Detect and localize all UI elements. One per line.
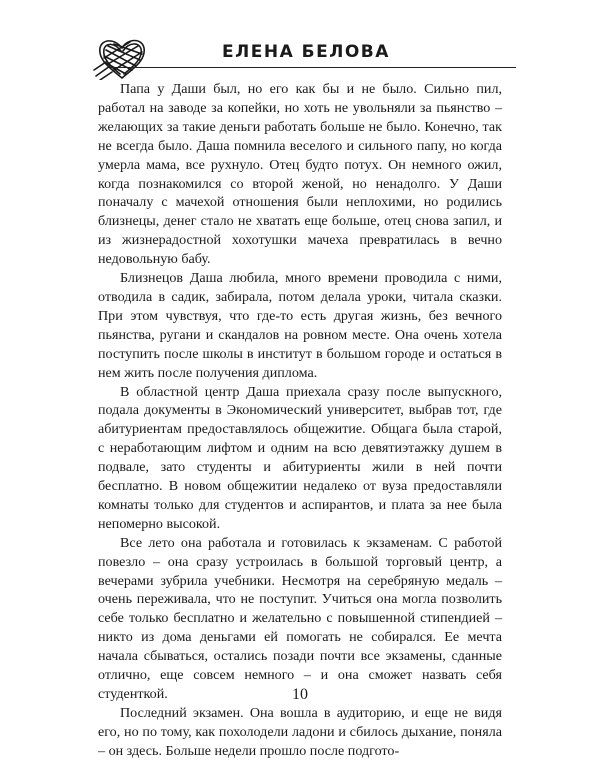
paragraph: Папа у Даши был, но его как бы и не было. Сильно пил, работал на заводе за копейки, но хоть не увольняли за пьянство – желающих за такие деньги работать больше не было. Конечно, так не всегда было. Даша помнила веселого и сильного папу, но когда умерла мама, все рухнуло. Отец будто потух. Он немного ожил, когда познакомился со второй женой, но ненадолго. У Даши поначалу с мачехой отношения были неплохими, но родились близнецы, денег стало не хватать еще больше, отец снова запил, и из жизнерадостной хохотушки мачеха превратилась в вечно недовольную бабу.	[98, 81, 502, 268]
paragraph: Все лето она работала и готовилась к экзаменам. С работой повезло – она сразу устроилась в большой торговый центр, а вечерами зубрила учебники. Несмотря на серебряную медаль – очень переживала, что не поступит. Учиться она могла позволить себе только бесплатно и желательно с повышенной стипендией – никто из дома деньгами ей помогать не собирался. Ее мечта начала сбываться, остались позади почти все экзамены, сданные отлично, еще совсем немного – и она сможет назвать себя студенткой.	[98, 534, 502, 702]
paragraph: Последний экзамен. Она вошла в аудиторию, и еще не видя его, но по тому, как похолодели ладони и сбилось дыхание, поняла – он здесь. Больше недели прошло после подгото-	[98, 704, 502, 759]
heart-scribble-icon	[92, 36, 152, 80]
body-text	[98, 80, 502, 761]
header-rule	[110, 67, 516, 68]
running-header	[92, 36, 516, 76]
paragraph: В областной центр Даша приехала сразу после выпускного, подала документы в Экономический университет, выбрав тот, где абитуриентам предоставлялось общежитие. Общага была старой, с неработающим лифтом и одним на всю девятиэтажку душем в подвале, зато студенты и абитуриенты жили в ней почти бесплатно. В новом общежитии недалеко от вуза предоставляли комнаты только для студентов и аспирантов, и плата за нее была непомерно высокой.	[98, 383, 502, 532]
page-number: 10	[292, 686, 308, 703]
running-header-author: ЕЛЕНА БЕЛОВА	[222, 42, 390, 62]
paragraph: Близнецов Даша любила, много времени проводила с ними, отводила в садик, забирала, потом делала уроки, читала сказки. При этом чувствуя, что где-то есть другая жизнь, без вечного пьянства, ругани и скандалов на ровном месте. Она очень хотела поступить после школы в институт в большом городе и остаться в нем жить после получения диплома.	[98, 270, 502, 381]
